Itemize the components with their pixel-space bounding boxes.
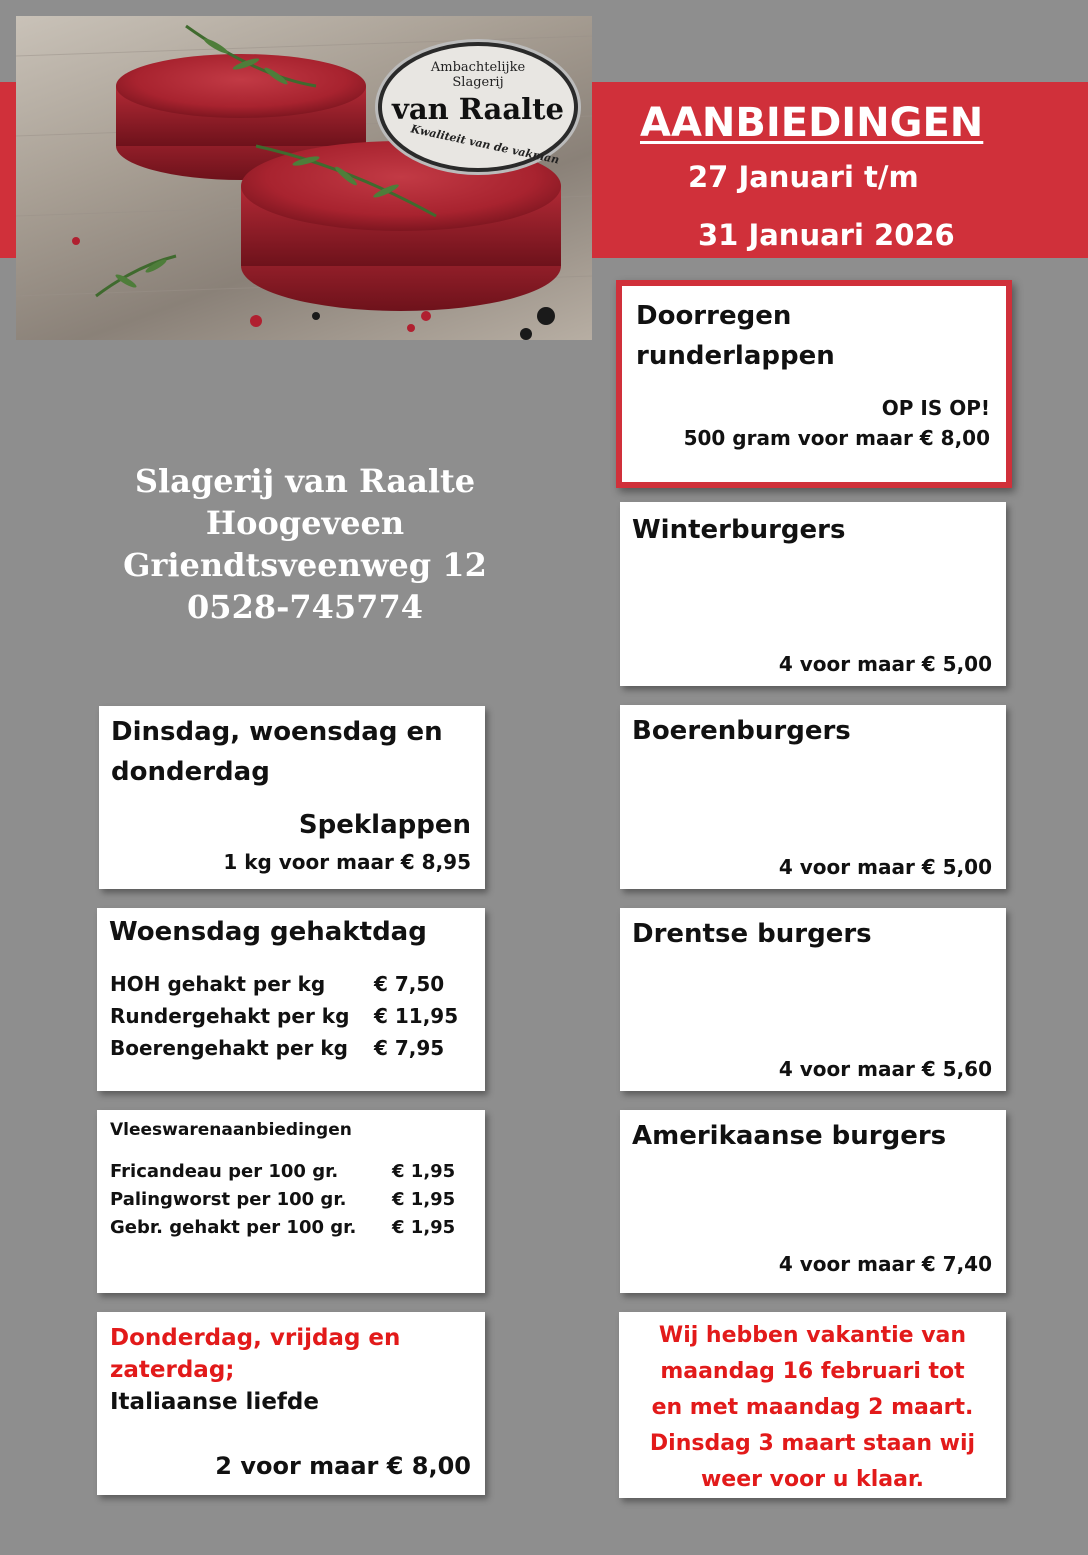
item-price: € 1,95 (392, 1217, 456, 1238)
item-label: HOH gehakt per kg (110, 972, 326, 996)
offer-title: Amerikaanse burgers (632, 1121, 947, 1151)
featured-title-line1: Doorregen (636, 301, 792, 331)
vacation-line1: Wij hebben vakantie van (658, 1323, 967, 1348)
offer-card-gehaktdag (97, 908, 485, 1091)
list-item (110, 968, 458, 1000)
steak-photo (16, 16, 592, 340)
list-item (110, 1186, 455, 1214)
offer-title: Boerenburgers (632, 716, 851, 746)
date-range-end: 31 Januari 2026 (698, 218, 955, 252)
offer-card-winterburgers (620, 502, 1006, 686)
vacation-line5: weer voor u klaar. (700, 1467, 924, 1492)
offer-card-drentse-burgers (620, 908, 1006, 1091)
shop-name: Slagerij van Raalte Hoogeveen (134, 462, 476, 542)
item-price: € 1,95 (392, 1189, 456, 1210)
list-item (110, 1000, 458, 1032)
offer-price: 1 kg voor maar € 8,95 (223, 850, 471, 874)
offer-card-speklappen (99, 706, 485, 889)
featured-price: 500 gram voor maar € 8,00 (683, 426, 990, 450)
item-price: € 7,50 (374, 972, 445, 996)
shop-street: Griendtsveenweg 12 (123, 546, 487, 584)
offer-card-vleeswaren (97, 1110, 485, 1293)
vacation-line2: maandag 16 februari tot (660, 1359, 965, 1384)
item-label: Boerengehakt per kg (110, 1036, 348, 1060)
offer-price: 4 voor maar € 5,60 (778, 1057, 992, 1081)
list-item (110, 1158, 455, 1186)
shop-address (40, 460, 570, 628)
date-range-start: 27 Januari t/m (688, 160, 919, 194)
featured-title-line2: runderlappen (636, 341, 835, 371)
list-item (110, 1214, 455, 1242)
vacation-line3: en met maandag 2 maart. (651, 1395, 974, 1420)
item-price: € 7,95 (374, 1036, 445, 1060)
offer-price: 4 voor maar € 7,40 (778, 1252, 992, 1276)
item-label: Fricandeau per 100 gr. (110, 1161, 339, 1182)
offer-title: Winterburgers (632, 515, 846, 545)
logo-name: van Raalte (391, 92, 565, 126)
offer-product: Italiaanse liefde (110, 1389, 319, 1415)
shop-phone: 0528-745774 (187, 588, 423, 626)
offer-title-line1: Donderdag, vrijdag en (110, 1325, 401, 1351)
offer-product: Speklappen (298, 810, 471, 840)
logo (378, 42, 578, 172)
logo-line1: Ambachtelijke (430, 60, 526, 75)
offer-price: 4 voor maar € 5,00 (778, 652, 992, 676)
vleeswaren-list (110, 1158, 455, 1242)
offer-title-line2: zaterdag; (110, 1357, 235, 1383)
offer-title: Woensdag gehaktdag (109, 917, 427, 947)
featured-offer-card (616, 280, 1012, 488)
list-item (110, 1032, 458, 1064)
offer-card-italiaanse-liefde (97, 1312, 485, 1495)
page-title: AANBIEDINGEN (640, 100, 984, 146)
logo-tagline: Kwaliteit van de vakman (409, 122, 561, 167)
logo-line2: Slagerij (452, 75, 504, 90)
item-price: € 11,95 (374, 1004, 459, 1028)
offer-price: 4 voor maar € 5,00 (778, 855, 992, 879)
item-label: Palingworst per 100 gr. (110, 1189, 347, 1210)
item-label: Rundergehakt per kg (110, 1004, 350, 1028)
vacation-line4: Dinsdag 3 maart staan wij (649, 1431, 976, 1456)
offer-price: 2 voor maar € 8,00 (215, 1452, 471, 1480)
gehakt-list (110, 968, 458, 1064)
offer-card-amerikaanse-burgers (620, 1110, 1006, 1293)
featured-note: OP IS OP! (881, 396, 990, 420)
offer-title-line2: donderdag (111, 757, 270, 787)
item-price: € 1,95 (392, 1161, 456, 1182)
item-label: Gebr. gehakt per 100 gr. (110, 1217, 357, 1238)
offer-title: Vleeswarenaanbiedingen (110, 1120, 352, 1140)
offer-title: Drentse burgers (632, 919, 872, 949)
vacation-notice (619, 1312, 1006, 1498)
offer-card-boerenburgers (620, 705, 1006, 889)
offer-title-line1: Dinsdag, woensdag en (111, 717, 443, 747)
